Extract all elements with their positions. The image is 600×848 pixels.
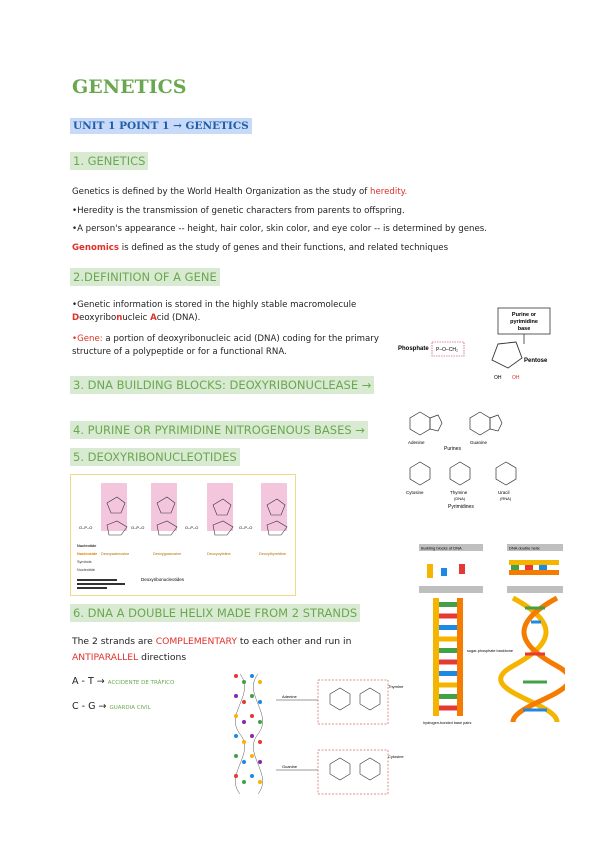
oh-label: OH bbox=[494, 375, 502, 381]
helix-atom bbox=[258, 680, 262, 684]
ladder-rung bbox=[439, 625, 457, 630]
cytosine-ring bbox=[410, 462, 430, 485]
ladder-rung bbox=[439, 694, 457, 699]
heredity-term: heredity. bbox=[370, 187, 408, 197]
dna-word-3: cid (DNA). bbox=[156, 312, 201, 323]
svg-text:O–P–O: O–P–O bbox=[79, 525, 93, 530]
svg-text:Nucleotide: Nucleotide bbox=[77, 568, 95, 572]
helix-atom bbox=[250, 754, 254, 758]
svg-text:Nucleoside: Nucleoside bbox=[77, 552, 98, 556]
s2-paragraph-2 bbox=[72, 333, 402, 358]
at-pair-label: A - T → bbox=[72, 676, 105, 687]
hydrogen-bond-label: hydrogen-bonded base pairs bbox=[423, 721, 472, 725]
uracil-rna-label: (RNA) bbox=[500, 496, 512, 501]
helix-atom bbox=[250, 734, 254, 738]
s6-text-3: directions bbox=[138, 652, 187, 663]
adenine-ring bbox=[410, 412, 430, 435]
thymine-dna-label: (DNA) bbox=[454, 496, 466, 501]
helix-atom bbox=[250, 714, 254, 718]
thymine-label: Thymine bbox=[450, 490, 468, 495]
pentose-ring bbox=[492, 342, 522, 368]
section-6-heading: 6. DNA A DOUBLE HELIX MADE FROM 2 STRANDS bbox=[70, 604, 360, 622]
deoxy-name: Deoxyguanosine bbox=[153, 552, 182, 556]
deoxy-name: Deoxyadenosine bbox=[101, 552, 130, 556]
svg-text:P–O–CH₂: P–O–CH₂ bbox=[436, 347, 458, 353]
cg-pair bbox=[72, 701, 151, 712]
dna-letter-a: A bbox=[150, 312, 157, 323]
helix-atom bbox=[258, 740, 262, 744]
dna-letter-n: n bbox=[116, 312, 123, 323]
svg-text:Nucleotide: Nucleotide bbox=[77, 544, 97, 548]
s6-paragraph bbox=[72, 634, 392, 666]
ladder-rung bbox=[439, 706, 457, 711]
pyrimidines-label: Pyrimidines bbox=[448, 504, 474, 510]
ladder-rung bbox=[439, 637, 457, 642]
section-2-heading: 2.DEFINITION OF A GENE bbox=[70, 268, 220, 286]
section-4-heading: 4. PURINE OR PYRIMIDINE NITROGENOUS BASES → bbox=[70, 421, 368, 439]
oh-red-label: OH bbox=[512, 375, 520, 381]
building-blocks-label: Building blocks of DNA bbox=[421, 545, 462, 551]
gene-definition: a portion of deoxyribonucleic acid (DNA) coding for the primary structure of a polypeptide or for a functional RNA. bbox=[72, 334, 379, 357]
deoxy-name: Deoxythymidine bbox=[259, 552, 287, 556]
section-5-heading: 5. DEOXYRIBONUCLEOTIDES bbox=[70, 448, 240, 466]
s6-text-1: The 2 strands are bbox=[72, 636, 156, 647]
gene-label: •Gene: bbox=[72, 334, 103, 344]
helix-atom bbox=[242, 680, 246, 684]
purines-label: Purines bbox=[444, 446, 461, 452]
helix-atom bbox=[234, 734, 238, 738]
uracil-ring bbox=[496, 462, 516, 485]
dna-word-2: ucleic bbox=[122, 312, 151, 323]
ladder-rung bbox=[439, 648, 457, 653]
deoxy-name: Deoxycytidine bbox=[207, 552, 231, 556]
helix-atom bbox=[234, 754, 238, 758]
svg-text:Symbols: Symbols bbox=[77, 560, 92, 564]
dna-ladder bbox=[433, 598, 463, 716]
helix-atom bbox=[234, 714, 238, 718]
s2-p1-text: •Genetic information is stored in the highly stable macromolecule bbox=[72, 300, 357, 310]
helix-atom bbox=[242, 780, 246, 784]
dna-double-helix-figure bbox=[417, 542, 565, 730]
svg-text:O–P–O: O–P–O bbox=[131, 525, 145, 530]
antiparallel-term: ANTIPARALLEL bbox=[72, 652, 139, 663]
ladder-rung bbox=[439, 614, 457, 619]
genomics-term: Genomics bbox=[72, 243, 120, 253]
svg-text:O–P–O: O–P–O bbox=[185, 525, 199, 530]
double-helix-label: DNA double helix bbox=[509, 545, 540, 551]
guanine-ring bbox=[470, 412, 490, 435]
helix-atom bbox=[258, 780, 262, 784]
cytosine-label: Cytosine bbox=[406, 490, 424, 495]
cg-pair-label: C - G → bbox=[72, 701, 107, 712]
thymine-ring bbox=[450, 462, 470, 485]
deoxyribonucleotides-figure bbox=[70, 474, 296, 596]
base-label: Purine or pyrimidine base bbox=[510, 312, 538, 332]
helix-atom bbox=[234, 774, 238, 778]
helix-atom bbox=[258, 760, 262, 764]
helix-atom bbox=[250, 674, 254, 678]
helix-atom bbox=[242, 700, 246, 704]
s1-p4-text: is defined as the study of genes and their functions, and related techniques bbox=[119, 243, 449, 253]
helix-atom bbox=[234, 674, 238, 678]
s1-p1-text: Genetics is defined by the World Health Organization as the study of bbox=[72, 187, 371, 197]
helix-atom bbox=[242, 760, 246, 764]
at-pair bbox=[72, 676, 174, 687]
at-mnemonic: ACCIDENTE DE TRÁFICO bbox=[107, 680, 175, 686]
helix-atom bbox=[242, 740, 246, 744]
helix-atom bbox=[258, 720, 262, 724]
s2-paragraph-1 bbox=[72, 299, 392, 324]
dna-helix bbox=[501, 598, 565, 722]
uracil-label: Uracil bbox=[498, 490, 510, 495]
complementary-term: COMPLEMENTARY bbox=[155, 636, 237, 647]
nucleotide-structure-figure bbox=[398, 306, 558, 386]
dna-letter-d: D bbox=[72, 312, 80, 323]
nitrogenous-bases-figure bbox=[398, 398, 538, 528]
cytosine-pair-label: Cytosine bbox=[388, 754, 404, 759]
ladder-rung bbox=[439, 602, 457, 607]
guanine-label: Guanine bbox=[470, 440, 488, 445]
thymine-pair-label: Thymine bbox=[388, 684, 404, 689]
helix-atom bbox=[242, 720, 246, 724]
page-title: GENETICS bbox=[72, 76, 187, 98]
deoxy-caption: Deoxyribonucleotides bbox=[141, 577, 185, 582]
unit-heading: UNIT 1 POINT 1 → GENETICS bbox=[70, 118, 252, 134]
section-1-heading: 1. GENETICS bbox=[70, 152, 148, 170]
adenine-label: Adenine bbox=[408, 440, 425, 445]
ladder-rung bbox=[439, 660, 457, 665]
dna-word-1: eoxyribo bbox=[79, 312, 117, 323]
base-pairing-figure bbox=[222, 664, 408, 814]
phosphate-label: Phosphate bbox=[398, 346, 429, 352]
s6-text-2: to each other and run in bbox=[236, 636, 352, 647]
pentose-label: Pentose bbox=[524, 358, 548, 364]
adenine-pair-label: Adenine bbox=[282, 694, 297, 699]
ladder-rung bbox=[439, 683, 457, 688]
helix-atom bbox=[234, 694, 238, 698]
section-3-heading: 3. DNA BUILDING BLOCKS: DEOXYRIBONUCLEASE → bbox=[70, 376, 374, 394]
ladder-rung bbox=[439, 671, 457, 676]
guanine-pair-label: Guanine bbox=[282, 764, 298, 769]
cg-mnemonic: GUARDIA CIVIL bbox=[109, 705, 151, 711]
svg-text:O–P–O: O–P–O bbox=[239, 525, 253, 530]
helix-atom bbox=[250, 694, 254, 698]
helix-atom bbox=[258, 700, 262, 704]
s1-paragraph-1 bbox=[72, 186, 532, 199]
sugar-phosphate-label: sugar-phosphate backbone bbox=[467, 649, 514, 653]
s1-paragraph-2: •Heredity is the transmission of genetic characters from parents to offspring. bbox=[72, 206, 405, 216]
s1-paragraph-4 bbox=[72, 242, 542, 255]
s1-paragraph-3: •A person's appearance -- height, hair color, skin color, and eye color -- is determined by genes. bbox=[72, 224, 487, 234]
helix-atom bbox=[250, 774, 254, 778]
